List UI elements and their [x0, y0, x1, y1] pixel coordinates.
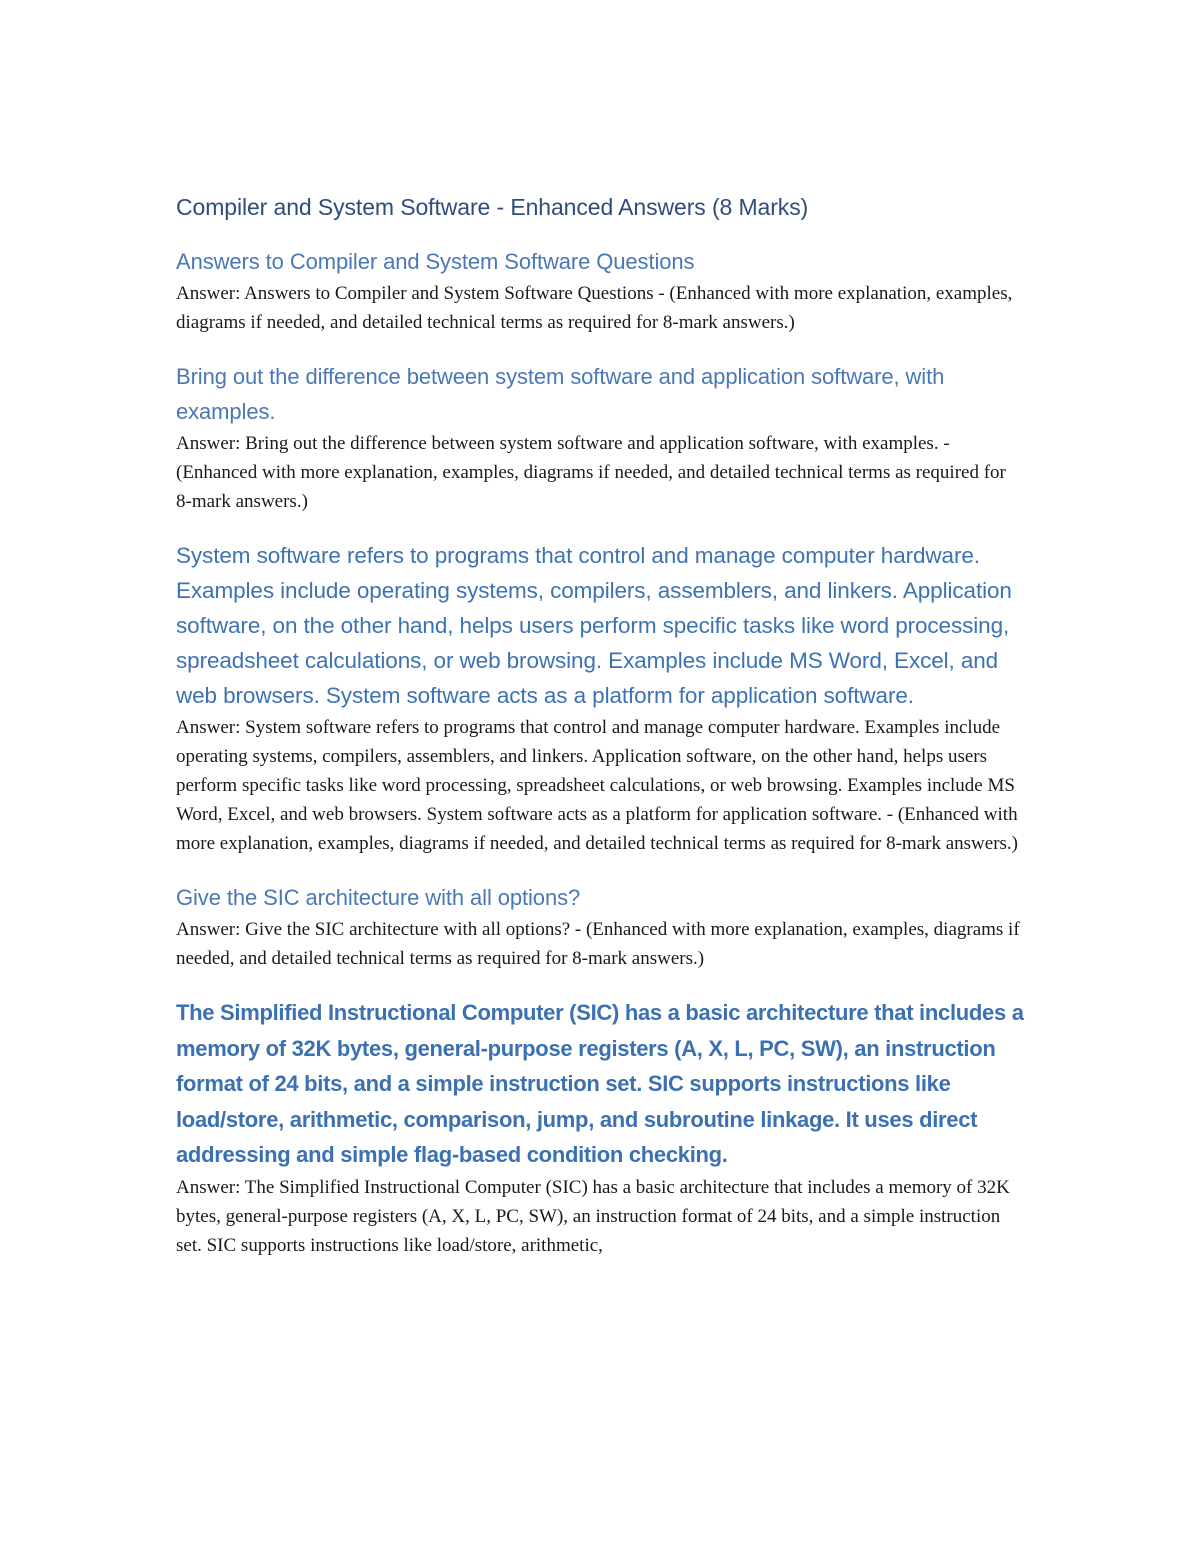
document-title: Compiler and System Software - Enhanced Answers (8 Marks) [176, 194, 809, 220]
section-heading: System software refers to programs that control and manage computer hardware. Examples include operating systems, compilers, assemblers, and linkers. Application software, on the other hand, helps users perform specific tasks like word processing, spreadsheet calculations, or web browsing. Examples include MS Word, Excel, and web browsers. System software acts as a platform for application software. [176, 543, 1012, 708]
section-heading: The Simplified Instructional Computer (SIC) has a basic architecture that includes a memory of 32K bytes, general-purpose registers (A, X, L, PC, SW), an instruction format of 24 bits, and a simple instruction set. SIC supports instructions like load/store, arithmetic, comparison, jump, and subroutine linkage. It uses direct addressing and simple flag-based condition checking. [176, 1000, 1024, 1168]
section-answer: Answer: Answers to Compiler and System Software Questions - (Enhanced with more explanation, examples, diagrams if needed, and detailed technical terms as required for 8-mark answers.) [176, 283, 1013, 333]
document-body [176, 190, 1026, 1260]
section-system-vs-application [176, 359, 1026, 516]
section-answer: Answer: System software refers to programs that control and manage computer hardware. Examples include operating systems, compilers, assemblers, and linkers. Application software, on the other hand, helps users perform specific tasks like word processing, spreadsheet calculations, or web browsing. Examples include MS Word, Excel, and web browsers. System software acts as a platform for application software. - (Enhanced with more explanation, examples, diagrams if needed, and detailed technical terms as required for 8-mark answers.) [176, 717, 1019, 854]
section-sic-architecture [176, 995, 1026, 1260]
section-answer: Answer: The Simplified Instructional Computer (SIC) has a basic architecture that includes a memory of 32K bytes, general-purpose registers (A, X, L, PC, SW), an instruction format of 24 bits, and a simple instruction set. SIC supports instructions like load/store, arithmetic, [176, 1176, 1010, 1256]
section-heading: Bring out the difference between system software and application software, with examples. [176, 364, 945, 424]
section-answer: Answer: Bring out the difference between system software and application software, with examples. - (Enhanced with more explanation, examples, diagrams if needed, and detailed technical terms as required for 8-mark answers.) [176, 433, 1006, 512]
section-answers-intro [176, 244, 1026, 337]
section-heading: Give the SIC architecture with all options? [176, 885, 581, 910]
section-answer: Answer: Give the SIC architecture with all options? - (Enhanced with more explanation, examples, diagrams if needed, and detailed technical terms as required for 8-mark answers.) [176, 919, 1020, 969]
section-heading: Answers to Compiler and System Software Questions [176, 249, 695, 274]
section-system-software-definition [176, 538, 1026, 858]
section-sic-question [176, 880, 1026, 973]
